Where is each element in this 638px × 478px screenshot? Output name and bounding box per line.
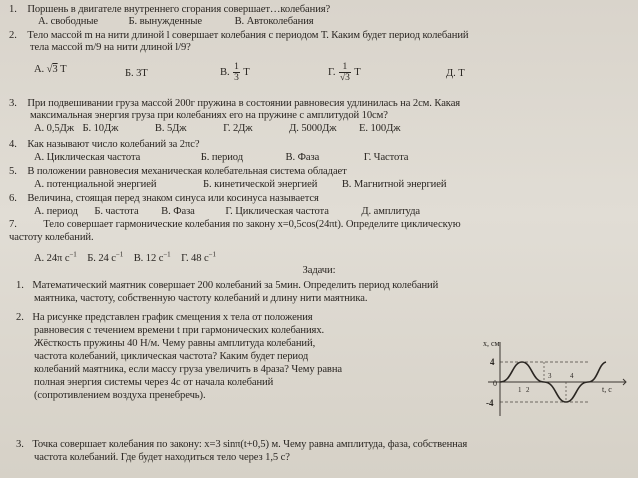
task-3 <box>16 439 467 451</box>
q7-option-d: Г. 48 $с^{-1}$ <box>181 250 216 264</box>
question-4 <box>9 139 199 151</box>
q3-options <box>34 123 400 135</box>
task2-line2: равновесия с течением времени t при гармонических колебаниях. <box>34 325 325 336</box>
question-2 <box>9 30 469 42</box>
q7-option-a: А. 24π $с^{-1}$ <box>34 250 77 264</box>
q7-options <box>34 248 216 265</box>
task2-line6: полная энергия системы через 4с от начала колебаний <box>34 377 274 388</box>
task2-line5: колебаний маятника, если массу груза увеличить в 4раза? Чему равна <box>34 364 343 375</box>
task-1 <box>16 280 438 292</box>
task2-line1: На рисунке представлен график смещения x тела от положения <box>32 312 313 323</box>
q4-option-a: А. Циклическая частота <box>34 152 141 163</box>
q3-text-line2: максимальная энергия груза при колебаниях его на пружине с амплитудой 10см? <box>30 110 388 121</box>
q6-text: Величина, стоящая перед знаком синуса или косинуса называется <box>27 193 319 204</box>
task-2 <box>16 312 313 324</box>
q6-option-c: В. Фаза <box>161 206 195 217</box>
task1-number: 1. <box>16 280 24 291</box>
q5-option-b: Б. кинетической энергией <box>202 179 318 190</box>
task1-line2: маятника, частоту, собственную частоту колебаний и длину нити маятника. <box>34 293 368 304</box>
q3-option-c: В. 5Дж <box>154 123 187 134</box>
graph-xlabel: t, с <box>602 385 612 394</box>
q3-number: 3. <box>9 98 17 109</box>
q5-options <box>34 179 446 191</box>
q7-number: 7. <box>9 219 17 230</box>
q2-option-c: В. $\frac{1}{3}$ Т <box>220 62 250 83</box>
q4-text: Как называют число колебаний за 2πс? <box>27 139 200 150</box>
q5-text: В положении равновесия механическая колебательная система обладает <box>27 166 347 177</box>
q7-option-b: Б. 24 $с^{-1}$ <box>87 250 124 264</box>
q7-option-c: В. 12 $с^{-1}$ <box>133 250 171 264</box>
tasks-heading: Задачи: <box>302 265 336 276</box>
graph-tick-2: 2 <box>526 386 530 394</box>
q1-options <box>38 16 314 28</box>
task3-line1: Точка совершает колебания по закону: x=3 sinπ(t+0,5) м. Чему равна амплитуда, фаза, собственная <box>32 439 468 450</box>
q4-options <box>34 152 408 164</box>
q3-option-a: А. 0,5Дж <box>34 123 74 134</box>
question-5 <box>9 166 347 178</box>
question-7 <box>9 219 461 231</box>
q4-number: 4. <box>9 139 17 150</box>
q1-option-b: Б. вынужденные <box>128 16 202 27</box>
graph-origin: 0 <box>493 379 497 388</box>
q2-text-line2: тела массой m/9 на нити длиной l/9? <box>30 42 191 53</box>
q6-number: 6. <box>9 193 17 204</box>
q5-option-a: А. потенциальной энергией <box>34 179 157 190</box>
displacement-graph <box>478 336 628 418</box>
q4-option-c: В. Фаза <box>285 152 320 163</box>
q6-option-d: Г. Циклическая частота <box>225 206 329 217</box>
task3-number: 3. <box>16 439 24 450</box>
q3-option-e: Д. 5000Дж <box>289 123 337 134</box>
q2-option-b: Б. 3Т <box>125 68 148 79</box>
graph-tick-1: 1 <box>518 386 522 394</box>
graph-tick-4: 4 <box>570 372 574 380</box>
q6-option-b: Б. частота <box>94 206 139 217</box>
task2-line7: (сопротивлением воздуха пренебречь). <box>34 390 206 401</box>
q5-option-c: В. Магнитной энергией <box>341 179 447 190</box>
q7-text: Тело совершает гармонические колебания по закону x=0,5cos(24πt). Определите циклическую <box>43 219 461 230</box>
question-6 <box>9 193 319 205</box>
graph-y-pos: 4 <box>490 357 495 367</box>
q6-option-a: А. период <box>34 206 78 217</box>
question-1 <box>9 4 330 16</box>
q3-option-d: Г. 2Дж <box>223 123 253 134</box>
q6-option-e: Д. амплитуда <box>361 206 420 217</box>
q4-option-d: Г. Частота <box>363 152 409 163</box>
q2-number: 2. <box>9 30 17 41</box>
graph-y-neg: -4 <box>486 398 494 408</box>
q2-option-a: А. √3 Т <box>34 64 67 75</box>
graph-tick-3: 3 <box>548 372 552 380</box>
q1-number: 1. <box>9 4 17 15</box>
q3-option-b: Б. 10Дж <box>82 123 119 134</box>
q1-option-c: В. Автоколебания <box>234 16 314 27</box>
q7-text-line2: частоту колебаний. <box>9 232 94 243</box>
task3-line2: частота колебаний. Где будет находиться тело через 1,5 с? <box>34 452 290 463</box>
task2-line4: частота колебаний, циклическая частота? Каким будет период <box>34 351 309 362</box>
q1-text: Поршень в двигателе внутреннего сгорания совершает…колебания? <box>27 4 331 15</box>
graph-ylabel: x, см <box>483 339 500 348</box>
q5-number: 5. <box>9 166 17 177</box>
task2-line3: Жёсткость пружины 40 Н/м. Чему равны амплитуда колебаний, <box>34 338 316 349</box>
q1-option-a: А. свободные <box>38 16 98 27</box>
q3-text: При подвешивании груза массой 200г пружина в состоянии равновесия удлинилась на 2см. Какая <box>27 98 461 109</box>
question-3 <box>9 98 460 110</box>
task1-line1: Математический маятник совершает 200 колебаний за 5мин. Определить период колебаний <box>32 280 439 291</box>
q2-option-e: Д. Т <box>446 68 465 79</box>
q2-option-d: Г. $\frac{1}{√3}$ Т <box>328 62 361 83</box>
q2-text: Тело массой m на нити длиной l совершает колебания с периодом Т. Каким будет период колебаний <box>27 30 469 41</box>
q6-options <box>34 206 420 218</box>
task2-number: 2. <box>16 312 24 323</box>
q3-option-f: Е. 100Дж <box>359 123 401 134</box>
q4-option-b: Б. период <box>200 152 243 163</box>
